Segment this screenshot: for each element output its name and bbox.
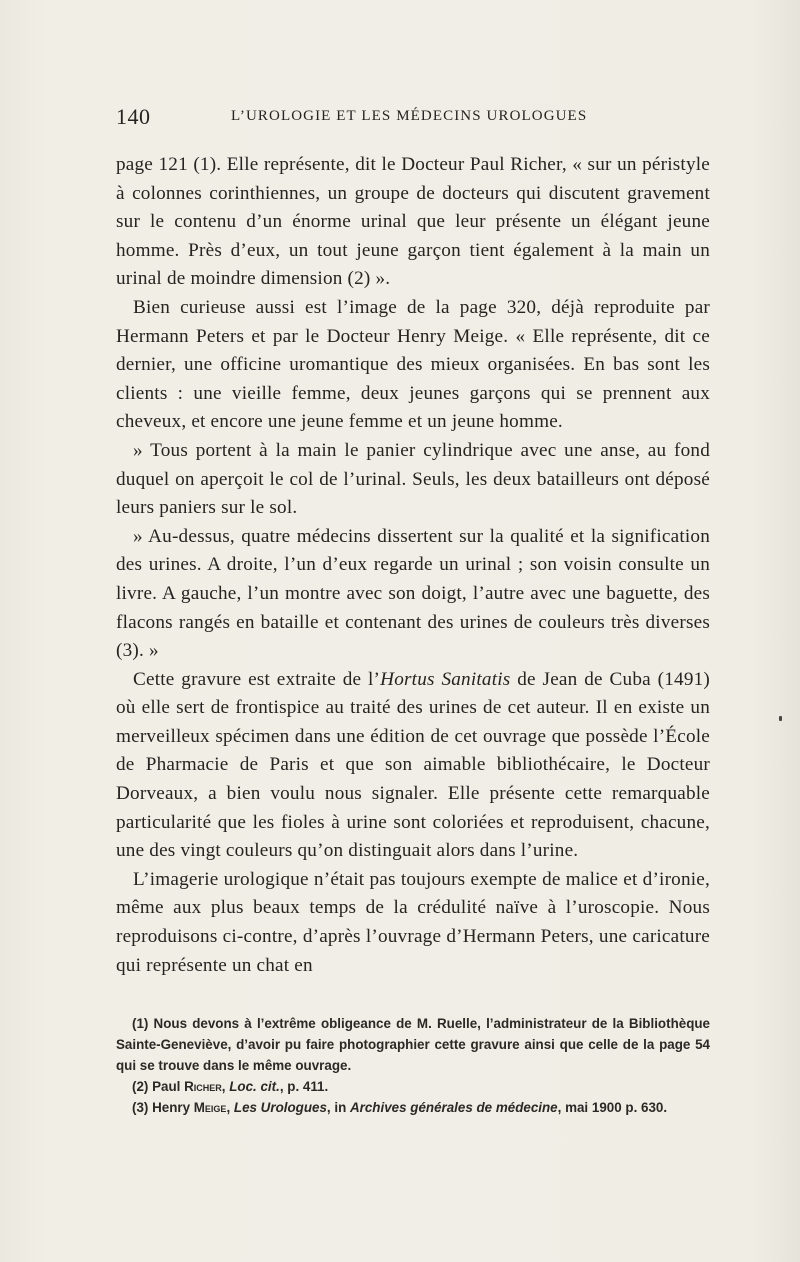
footnote-2-prefix: (2) Paul <box>132 1079 185 1094</box>
footnote-2-ref: Loc. cit. <box>229 1079 280 1094</box>
paragraph-1: page 121 (1). Elle représente, dit le Docteur Paul Richer, « sur un péristyle à colonnes corinthiennes, un groupe de docteurs qui discutent gravement sur le contenu d’un énorme urinal que leur présente un élégant jeune homme. Près d’eux, un tout jeune garçon tient également à la main un urinal de moindre dimension (2) ». <box>116 154 710 290</box>
footnote-3-journal: Archives générales de médecine <box>349 1100 558 1115</box>
footnote-3-mid: , in <box>326 1100 350 1115</box>
footnote-2-author: Richer <box>184 1079 222 1094</box>
paragraph-5-before: Cette gravure est extraite de l’ <box>133 668 381 690</box>
running-head <box>116 104 710 132</box>
footnotes <box>116 1013 710 1118</box>
footnote-3-prefix: (3) Henry <box>132 1100 194 1115</box>
footnote-2 <box>116 1076 710 1097</box>
paragraph-6: L’imagerie urologique n’était pas toujours exempte de malice et d’ironie, même aux plus beaux temps de la crédulité naïve à l’uroscopie. Nous reproduisons ci-contre, d’après l’ouvrage d’Hermann Peters, une caricature qui représente un chat en <box>116 868 710 976</box>
book-title-hortus: Hortus Sanitatis <box>380 668 511 690</box>
body-text <box>116 151 710 980</box>
footnote-2-suffix: , p. 411. <box>279 1079 329 1094</box>
footnote-1: (1) Nous devons à l’extrême obligeance de M. Ruelle, l’administrateur de la Bibliothèque Sainte-Geneviève, d’avoir pu faire photographier cette gravure ainsi que celle de la page 54 qui se trouve dans le même ouvrage. <box>116 1016 710 1073</box>
paragraph-4: » Au-dessus, quatre médecins dissertent sur la qualité et la signification des urines. A droite, l’un d’eux regarde un urinal ; son voisin consulte un livre. A gauche, l’un montre avec son doigt, l’autre avec une baguette, des flacons rangés en bataille et contenant des urines de couleurs très diverses (3). » <box>116 525 710 662</box>
footnote-2-sep: , <box>221 1079 230 1094</box>
page-number: 140 <box>116 104 151 129</box>
running-title: L’UROLOGIE ET LES MÉDECINS UROLOGUES <box>231 108 588 124</box>
footnote-3-author: Meige <box>193 1100 227 1115</box>
paragraph-5 <box>116 666 710 866</box>
paragraph-5-after: de Jean de Cuba (1491) où elle sert de frontispice au traité des urines de cet auteur. Il en existe un merveilleux spécimen dans une édition de cet ouvrage que possède l’École de Pharmacie de Paris et que son aimable bibliothécaire, le Docteur Dorveaux, a bien voulu nous signaler. Elle présente cette remarquable particularité que les fioles à urine sont coloriées et reproduisent, chacune, une des vingt couleurs qu’on distinguait alors dans l’urine. <box>116 668 710 862</box>
footnote-3 <box>116 1097 710 1118</box>
footnote-3-suffix: , mai 1900 p. 630. <box>557 1100 668 1115</box>
paragraph-2: Bien curieuse aussi est l’image de la page 320, déjà reproduite par Hermann Peters et par le Docteur Henry Meige. « Elle représente, dit ce dernier, une officine uromantique des mieux organisées. En bas sont les clients : une vieille femme, deux jeunes garçons qui se prennent aux cheveux, et encore une jeune femme et un jeune homme. <box>116 296 710 433</box>
margin-ink-mark <box>779 716 782 721</box>
footnote-3-sep: , <box>226 1100 234 1115</box>
footnote-3-title: Les Urologues <box>233 1100 327 1115</box>
paragraph-3: » Tous portent à la main le panier cylindrique avec une anse, au fond duquel on aperçoit le col de l’urinal. Seuls, les deux batailleurs ont déposé leurs paniers sur le sol. <box>116 439 710 519</box>
